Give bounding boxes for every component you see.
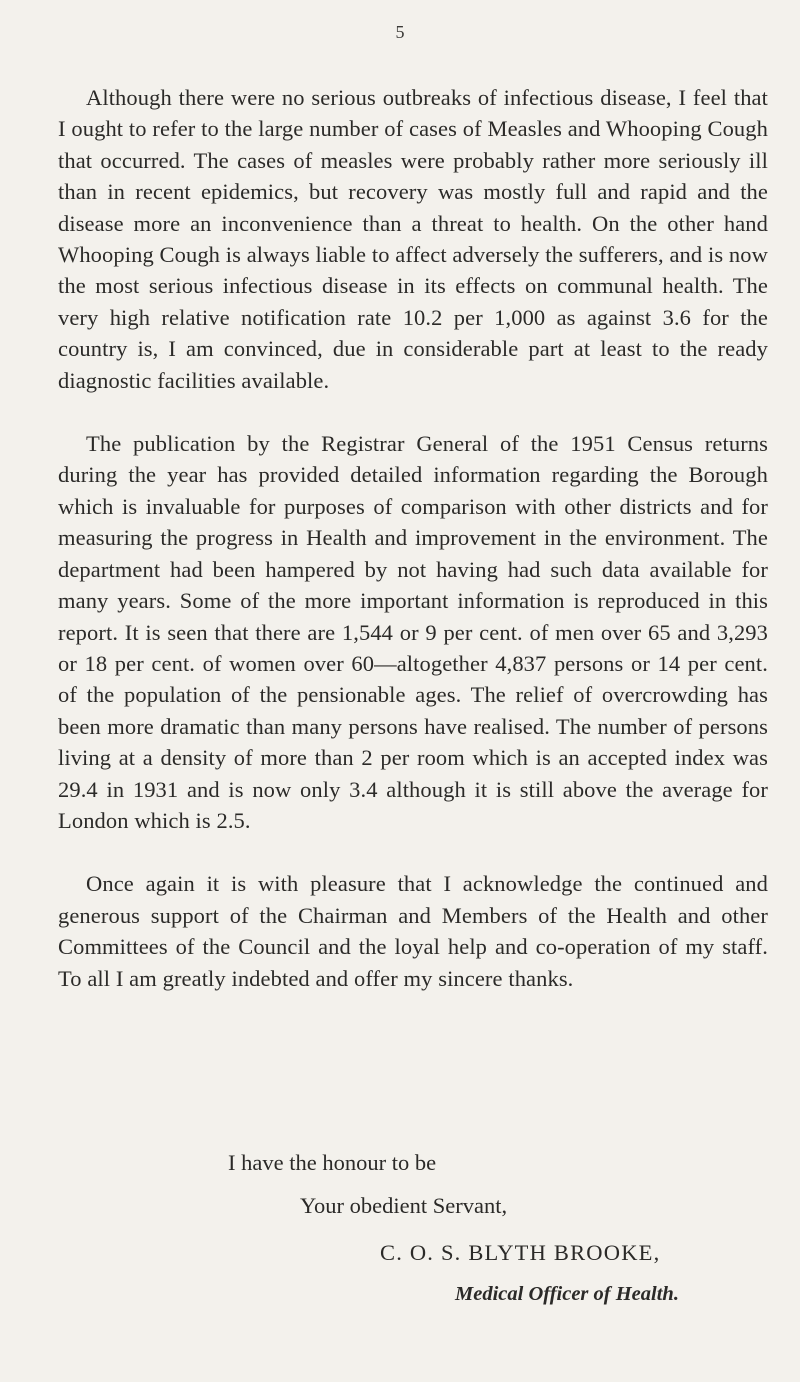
- paragraph-census-returns: The publication by the Registrar General of the 1951 Census returns during the year has provided detailed information regarding the Borough which is invaluable for purposes of comparison with other districts and for measuring the progress in Health and improvement in the environment. The department had been hampered by not having had such data available for many years. Some of the more important information is reproduced in this report. It is seen that there are 1,544 or 9 per cent. of men over 65 and 3,293 or 18 per cent. of women over 60—altogether 4,837 persons or 14 per cent. of the population of the pensionable ages. The relief of overcrowding has been more dramatic than many persons have realised. The number of persons living at a density of more than 2 per room which is an accepted index was 29.4 in 1931 and is now only 3.4 although it is still above the average for London which is 2.5.: [58, 431, 768, 833]
- closing-honour: I have the honour to be: [228, 1150, 437, 1175]
- paragraph-acknowledgement: Once again it is with pleasure that I acknowledge the continued and generous support of the Chairman and Members of the Health and other Committees of the Council and the loyal help and co-operation of my staff. To all I am greatly indebted and offer my sincere thanks.: [58, 871, 768, 991]
- signatory-title: Medical Officer of Health.: [455, 1283, 679, 1305]
- signatory-name: C. O. S. BLYTH BROOKE,: [380, 1240, 661, 1265]
- paragraph-infectious-disease: Although there were no serious outbreaks of infectious disease, I feel that I ought to refer to the large number of cases of Measles and Whooping Cough that occurred. The cases of measles were probably rather more seriously ill than in recent epidemics, but recovery was mostly full and rapid and the disease more an inconvenience than a threat to health. On the other hand Whooping Cough is always liable to affect adversely the sufferers, and is now the most serious infectious disease in its effects on communal health. The very high relative notification rate 10.2 per 1,000 as against 3.6 for the country is, I am convinced, due in considerable part at least to the ready diagnostic facilities available.: [58, 85, 768, 393]
- letter-body: [58, 82, 768, 1026]
- page-number: 5: [395, 22, 405, 42]
- closing-servant: Your obedient Servant,: [300, 1193, 508, 1218]
